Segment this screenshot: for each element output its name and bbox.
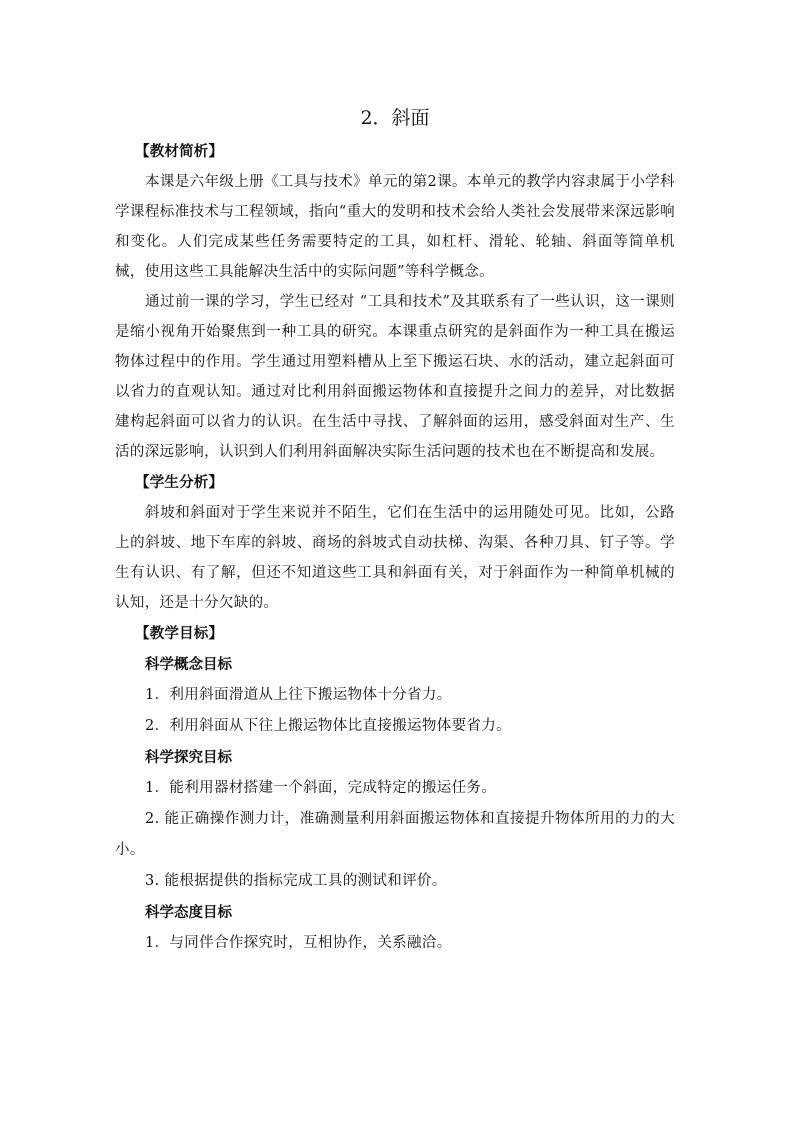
paragraph: 通过前一课的学习，学生已经对 “工具和技术”及其联系有了一些认识，这一课则是缩小视角开始聚焦到一种工具的研究。本课重点研究的是斜面作为一种工具在搬运物体过程中的作用。学生通过用塑料槽从上至下搬运石块、水的活动，建立起斜面可以省力的直观认知。通过对比利用斜面搬运物体和直接提升之间力的差异，对比数据建构起斜面可以省力的认识。在生活中寻找、了解斜面的运用，感受斜面对生产、生活的深远影响，认识到人们利用斜面解决实际生活问题的技术也在不断提高和发展。 — [115, 294, 675, 460]
page-title: 2．斜面 — [360, 107, 430, 129]
list-item: 2．利用斜面从下往上搬运物体比直接搬运物体要省力。 — [145, 718, 511, 734]
subheading-concept-goals: 科学概念目标 — [145, 656, 232, 673]
section-heading-textbook-analysis: 【教材简析】 — [135, 143, 224, 160]
section-heading-student-analysis: 【学生分析】 — [135, 474, 224, 491]
subheading-attitude-goals: 科学态度目标 — [145, 904, 232, 921]
list-item: 2. 能正确操作测力计，准确测量利用斜面搬运物体和直接提升物体所用的力的大小。 — [115, 811, 675, 858]
section-heading-teaching-goals: 【教学目标】 — [135, 625, 224, 642]
list-item: 1．利用斜面滑道从上往下搬运物体十分省力。 — [145, 687, 452, 703]
subheading-inquiry-goals: 科学探究目标 — [145, 749, 232, 766]
paragraph: 本课是六年级上册《工具与技术》单元的第2课。本单元的教学内容隶属于小学科学课程标准技术与工程领域，指向“重大的发明和技术会给人类社会发展带来深远影响和变化。人们完成某些任务需要特定的工具，如杠杆、滑轮、轮轴、斜面等简单机械，使用这些工具能解决生活中的实际问题”等科学概念。 — [115, 174, 675, 280]
document-page — [115, 100, 675, 959]
paragraph: 斜坡和斜面对于学生来说并不陌生，它们在生活中的运用随处可见。比如，公路上的斜坡、地下车库的斜坡、商场的斜坡式自动扶梯、沟渠、各种刀具、钉子等。学生有认识、有了解，但还不知道这些工具和斜面有关，对于斜面作为一种简单机械的认知，还是十分欠缺的。 — [115, 505, 675, 611]
list-item: 3. 能根据提供的指标完成工具的测试和评价。 — [145, 873, 447, 889]
list-item: 1．能利用器材搭建一个斜面，完成特定的搬运任务。 — [145, 780, 497, 796]
list-item: 1．与同伴合作探究时，互相协作，关系融洽。 — [145, 935, 452, 951]
